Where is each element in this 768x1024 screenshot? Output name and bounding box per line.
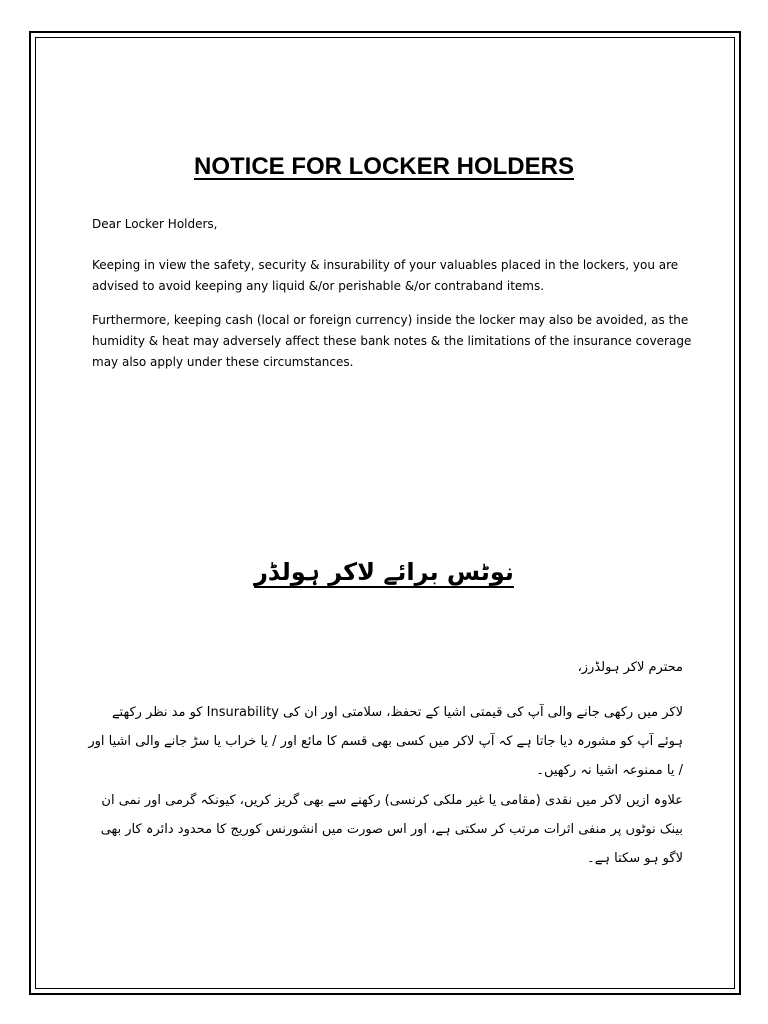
greeting: Dear Locker Holders,	[92, 217, 218, 231]
urdu-notice-title: نوٹس برائے لاکر ہولڈر	[254, 558, 514, 586]
urdu-paragraph-1: لاکر میں رکھی جانے والی آپ کی قیمتی اشیا کے تحفظ، سلامتی اور ان کی Insurability کو مد نظر رکھتے ہوئے آپ کو مشورہ دیا جاتا ہے کہ آپ لاکر میں کسی بھی قسم کا مائع اور / یا خراب یا سڑ جانے والی اشیا اور / یا ممنوعہ اشیا نہ رکھیں۔	[88, 705, 683, 778]
notice-paragraph-2: Furthermore, keeping cash (local or foreign currency) inside the locker may also be avoided, as the humidity & heat may adversely affect these bank notes & the limitations of the insurance coverage may also apply under these circumstances.	[92, 313, 692, 369]
urdu-greeting: محترم لاکر ہولڈرز،	[577, 660, 683, 675]
notice-title: NOTICE FOR LOCKER HOLDERS	[193, 153, 574, 180]
urdu-paragraph-2: علاوہ ازیں لاکر میں نقدی (مقامی یا غیر ملکی کرنسی) رکھنے سے بھی گریز کریں، کیونکہ گرمی اور نمی ان بینک نوٹوں پر منفی اثرات مرتب کر سکتی ہے، اور اس صورت میں انشورنس کوریج کا محدود دائرہ کار بھی لاگو ہو سکتا ہے۔	[100, 793, 683, 866]
notice-paragraph-1: Keeping in view the safety, security & insurability of your valuables placed in the lockers, you are advised to avoid keeping any liquid &/or perishable &/or contraband items.	[92, 258, 679, 293]
